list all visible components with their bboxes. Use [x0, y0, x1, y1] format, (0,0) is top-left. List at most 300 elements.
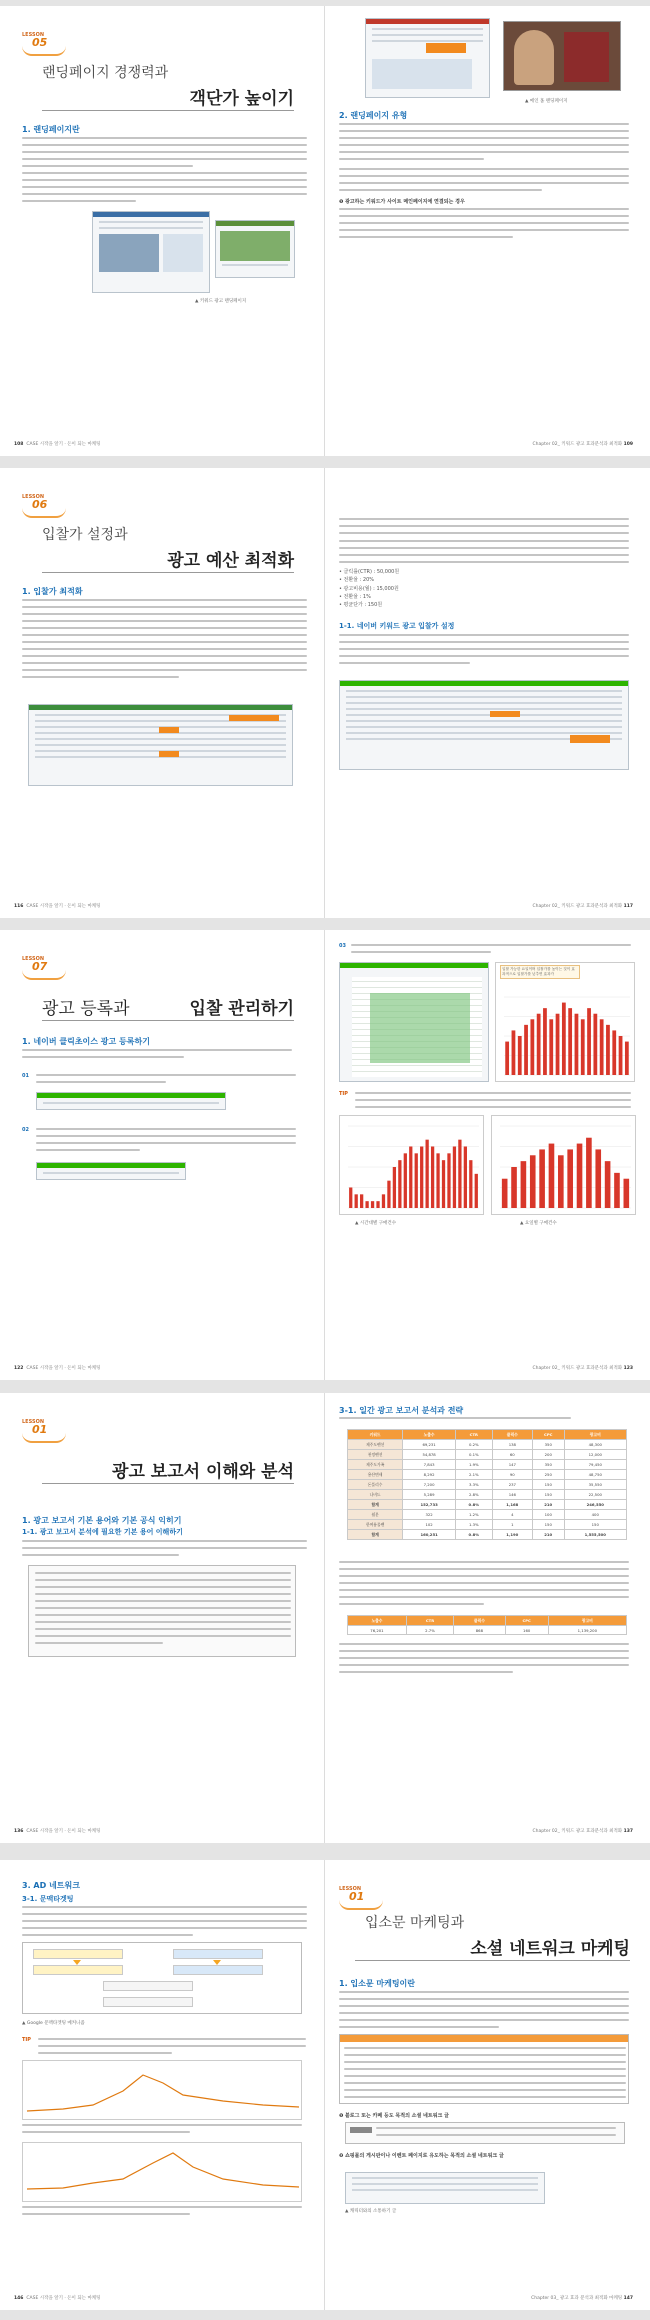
metric-list	[339, 568, 399, 609]
bar-7	[382, 1194, 385, 1208]
table-row	[348, 1490, 627, 1500]
chart-bubble: 입찰 가능한 요일이며 입찰가를 높이는 것이 효과적으로 입찰가를 낮추면 효과가	[500, 965, 580, 979]
bar-13	[415, 1153, 418, 1208]
table-header: 광고비	[564, 1430, 626, 1440]
example-box	[345, 2122, 625, 2144]
page-122	[0, 930, 325, 1380]
bar-2	[512, 1030, 516, 1075]
page-footer	[14, 1828, 101, 1834]
section-heading: 3. AD 네트워크	[22, 1881, 80, 1890]
flow-step	[33, 1965, 123, 1975]
body-text	[339, 208, 629, 243]
title-divider	[355, 1960, 630, 1961]
chapter-number: 06	[32, 498, 48, 511]
bar-8	[549, 1019, 553, 1075]
bar-16	[600, 1019, 604, 1075]
table-cell: 210	[532, 1500, 564, 1510]
footer-text: Chapter 02_ 키워드 광고 효과분석과 최적화	[532, 1366, 623, 1371]
page-116	[0, 468, 325, 918]
metric-item: • 클릭률(CTR) : 50,000원	[339, 569, 400, 575]
table-cell: 35,550	[564, 1480, 626, 1490]
chart-svg	[340, 1116, 485, 1216]
point-heading: ❶ 블로그 또는 카페 등도 목적의 소셜 네트워크 글	[339, 2113, 449, 2119]
section-heading: 1. 랜딩페이지란	[22, 125, 80, 134]
chapter-number: 01	[32, 1423, 48, 1436]
table-header: 노출수	[348, 1616, 407, 1626]
swoosh-decoration	[22, 1433, 66, 1443]
sub-point: ❶ 광고하는 키워드가 사이트 메인페이지에 연결되는 경우	[339, 199, 465, 205]
bar-11	[404, 1153, 407, 1208]
footer-text: Chapter 03_ 광고 효과 분석과 최적화 마케팅	[531, 2296, 623, 2301]
chart-caption: ▲ 시간대별 구매건수	[355, 1221, 397, 1226]
table-cell: 150	[564, 1520, 626, 1530]
table-cell: 합계	[348, 1500, 403, 1510]
table-cell: 250	[532, 1470, 564, 1480]
chapter-title-line1: 입찰가 설정과	[42, 527, 128, 543]
title-divider	[42, 1483, 294, 1484]
subsection-heading: 1-1. 네이버 키워드 광고 입찰가 설정	[339, 622, 455, 630]
social-post-screenshot	[345, 2172, 545, 2204]
bar-13	[614, 1173, 620, 1208]
spread-5	[0, 1860, 650, 2310]
bar-11	[595, 1149, 601, 1208]
table-header: 클릭수	[492, 1430, 532, 1440]
bar-23	[469, 1160, 472, 1208]
table-cell: 1.9%	[455, 1460, 492, 1470]
table-cell: 350	[532, 1460, 564, 1470]
chart-note	[22, 2206, 302, 2220]
spread-3	[0, 930, 650, 1380]
chapter-badge	[22, 32, 68, 58]
table-cell: 210	[532, 1530, 564, 1540]
table-cell: 22,500	[564, 1490, 626, 1500]
spread-2	[0, 468, 650, 918]
bar-8	[567, 1149, 573, 1208]
bar-5	[530, 1019, 534, 1075]
bar-11	[568, 1008, 572, 1075]
bar-16	[431, 1147, 434, 1209]
table-cell: 138	[492, 1440, 532, 1450]
chapter-title-line1: 광고 등록과	[42, 999, 130, 1019]
table-cell: 2.7%	[406, 1626, 453, 1635]
section-heading: 3-1. 일간 광고 보고서 분석과 전략	[339, 1406, 464, 1415]
table-cell: 제주도펜션	[348, 1440, 403, 1450]
chapter-title-line2: 광고 예산 최적화	[167, 551, 294, 571]
section-heading: 1. 광고 보고서 기본 용어와 기본 공식 익히기	[22, 1516, 182, 1525]
bar-21	[458, 1140, 461, 1208]
section-heading: 2. 랜딩페이지 유형	[339, 111, 408, 120]
bar-6	[537, 1014, 541, 1075]
chart-svg	[492, 1116, 637, 1216]
step1-screenshot	[36, 1092, 226, 1110]
table-cell: 나비드	[348, 1490, 403, 1500]
table-header: CPC	[532, 1430, 564, 1440]
glossary-box	[28, 1565, 296, 1657]
table-cell: 월분	[348, 1510, 403, 1520]
naver-bid-screenshot	[339, 680, 629, 770]
table-cell: 1,555,500	[564, 1530, 626, 1540]
table-cell: 돈플리수	[348, 1480, 403, 1490]
table-cell: 1.3%	[455, 1520, 492, 1530]
table-cell: 2.1%	[455, 1470, 492, 1480]
bar-9	[556, 1014, 560, 1075]
title-divider	[42, 1020, 294, 1021]
table-cell: 79,450	[564, 1460, 626, 1470]
bar-12	[409, 1147, 412, 1209]
bar-2	[511, 1167, 517, 1208]
bar-20	[453, 1147, 456, 1209]
bar-9	[393, 1167, 396, 1208]
bar-7	[558, 1155, 564, 1208]
daily-report-table	[347, 1429, 627, 1540]
metric-item: • 평균단가 : 150원	[339, 602, 383, 609]
table-cell: 246,550	[564, 1500, 626, 1510]
table-cell: 90	[492, 1470, 532, 1480]
table-cell: 200	[532, 1450, 564, 1460]
table-cell: 69,231	[403, 1440, 456, 1450]
table-row	[348, 1510, 627, 1520]
footer-text: Chapter 02_ 키워드 광고 효과분석과 최적화	[532, 904, 623, 909]
metric-item: • 광고비용(월) : 15,000원	[339, 585, 399, 592]
table-cell: 237	[492, 1480, 532, 1490]
context-targeting-diagram	[22, 1942, 302, 2014]
table-cell: 7,843	[403, 1460, 456, 1470]
table-cell: 54,878	[403, 1450, 456, 1460]
chapter-title-line1: 랜딩페이지 경쟁력과	[42, 65, 169, 81]
page-footer	[533, 1828, 636, 1834]
body-text	[339, 1417, 629, 1424]
spread-4	[0, 1393, 650, 1843]
chapter-number: 07	[32, 960, 48, 973]
bar-22	[464, 1147, 467, 1209]
page-136	[0, 1393, 325, 1843]
bar-18	[442, 1160, 445, 1208]
metric-item: • 전환율 : 20%	[339, 577, 375, 584]
bar-3	[518, 1036, 522, 1075]
table-cell: 1,168	[492, 1500, 532, 1510]
table-cell: 3.3%	[455, 1480, 492, 1490]
body-text	[339, 634, 629, 669]
table-cell: 1,139,200	[548, 1626, 626, 1635]
bar-9	[577, 1144, 583, 1208]
figure-caption: ▲ 메인 홈 랜딩페이지	[525, 99, 568, 104]
bar-14	[624, 1179, 630, 1208]
table-cell: 합계	[348, 1530, 403, 1540]
chapter-number: 01	[349, 1890, 365, 1903]
bar-24	[475, 1174, 478, 1208]
table-cell: 0.1%	[455, 1450, 492, 1460]
body-text	[339, 1643, 629, 1678]
page-footer	[533, 903, 636, 909]
chapter-title-line2: 객단가 높이기	[189, 89, 294, 109]
table-cell: 48,750	[564, 1470, 626, 1480]
table-cell: 0.8%	[455, 1530, 492, 1540]
table-cell: 용산면새	[348, 1470, 403, 1480]
section-heading: 1. 입찰가 최적화	[22, 587, 83, 596]
table-row	[348, 1470, 627, 1480]
right-bar-chart	[495, 962, 635, 1082]
main-home-screenshot	[365, 18, 490, 98]
page-footer	[531, 2295, 636, 2301]
bar-14	[587, 1008, 591, 1075]
table-row	[348, 1440, 627, 1450]
table-cell: 2.8%	[455, 1490, 492, 1500]
lesson-label: LESSON	[339, 1886, 362, 1892]
page-footer	[14, 903, 101, 909]
tip-text	[355, 1092, 631, 1113]
page-footer	[533, 1365, 636, 1371]
table-cell: 0.8%	[455, 1500, 492, 1510]
table-cell: 12,000	[564, 1450, 626, 1460]
table-cell: 150	[532, 1480, 564, 1490]
body-text	[22, 1540, 307, 1561]
body-text	[36, 1074, 296, 1088]
table-cell: 76,201	[348, 1626, 407, 1635]
summary-table	[347, 1615, 627, 1635]
page-footer	[533, 441, 636, 447]
bar-17	[436, 1153, 439, 1208]
bar-4	[530, 1155, 536, 1208]
table-header: 노출수	[403, 1430, 456, 1440]
bar-5	[539, 1149, 545, 1208]
page-108	[0, 6, 325, 456]
table-cell: 322	[403, 1510, 456, 1520]
lesson-label: LESSON	[22, 956, 45, 962]
table-cell: 0.2%	[455, 1440, 492, 1450]
table-cell: 제주도가족	[348, 1460, 403, 1470]
table-cell: 150	[532, 1520, 564, 1530]
bar-8	[387, 1181, 390, 1208]
table-row	[348, 1520, 627, 1530]
table-header: 클릭수	[454, 1616, 506, 1626]
flow-arrow	[213, 1960, 221, 1965]
page-footer	[14, 441, 101, 447]
step-number: 02	[22, 1127, 29, 1133]
chapter-badge	[22, 494, 68, 520]
page-number: 147	[623, 2296, 633, 2301]
bar-19	[447, 1153, 450, 1208]
body-text	[339, 1991, 629, 2033]
footer-text: CASE 시작을 알기 · 돈이 되는 마케팅	[26, 1366, 101, 1371]
figure-caption: ▲ 캐릭터와의 소통하기 글	[345, 2209, 397, 2214]
table-cell: 147	[492, 1460, 532, 1470]
flow-step	[173, 1965, 263, 1975]
page-number: 117	[623, 904, 633, 909]
footer-text: CASE 시작을 알기 · 돈이 되는 마케팅	[26, 1829, 101, 1834]
flow-step	[33, 1949, 123, 1959]
step-number: 01	[22, 1073, 29, 1079]
tip-text	[38, 2038, 306, 2059]
bar-13	[581, 1019, 585, 1075]
section-heading: 1. 입소문 마케팅이란	[339, 1979, 415, 1988]
title-divider	[42, 572, 294, 573]
table-cell: 150	[532, 1490, 564, 1500]
page-117	[325, 468, 650, 918]
landing-screenshot-2	[215, 220, 295, 278]
body-text	[22, 137, 307, 207]
bar-15	[426, 1140, 429, 1208]
bar-1	[505, 1042, 509, 1075]
flow-step	[103, 1997, 193, 2007]
page-number: 109	[623, 442, 633, 447]
bar-3	[360, 1194, 363, 1208]
bar-20	[625, 1042, 629, 1075]
table-row	[348, 1480, 627, 1490]
trend-chart-1	[22, 2060, 302, 2120]
page-123	[325, 930, 650, 1380]
bar-3	[521, 1161, 527, 1208]
chart-note	[22, 2124, 302, 2138]
chapter-badge	[339, 1886, 385, 1912]
table-header: 키워드	[348, 1430, 403, 1440]
tip-label: TIP	[22, 2037, 31, 2043]
table-cell: 102	[403, 1520, 456, 1530]
table-cell: 400	[564, 1510, 626, 1520]
body-text	[351, 944, 631, 958]
page-146	[0, 1860, 325, 2310]
table-cell: 한여름물펜	[348, 1520, 403, 1530]
bar-12	[605, 1161, 611, 1208]
table-row	[348, 1450, 627, 1460]
bar-5	[371, 1201, 374, 1208]
footer-text: CASE 시작을 알기 · 돈이 되는 마케팅	[26, 2296, 101, 2301]
table-header: CPC	[505, 1616, 548, 1626]
trend-chart-2	[22, 2142, 302, 2202]
body-text	[36, 1128, 296, 1156]
swoosh-decoration	[22, 970, 66, 980]
bid-setting-screenshot	[28, 704, 293, 786]
bar-14	[420, 1147, 423, 1209]
bar-6	[549, 1144, 555, 1208]
table-row	[348, 1500, 627, 1510]
page-footer	[14, 1365, 101, 1371]
landing-screenshot-1	[92, 211, 210, 293]
weekday-bar-chart	[491, 1115, 636, 1215]
bar-1	[349, 1188, 352, 1209]
chapter-badge	[22, 1419, 68, 1445]
page-number: 116	[14, 904, 24, 909]
page-number: 122	[14, 1366, 24, 1371]
chart-caption: ▲ 요일별 구매건수	[520, 1221, 557, 1226]
metric-item: • 전환율 : 1%	[339, 593, 371, 600]
bar-4	[365, 1201, 368, 1208]
table-cell: 1	[492, 1520, 532, 1530]
point-heading: ❷ 쇼핑몰의 게시판이나 이벤트 페이지로 유도하는 목적의 소셜 네트워크 글	[339, 2153, 504, 2159]
bar-4	[524, 1025, 528, 1075]
chart-svg	[496, 963, 636, 1083]
page-number: 137	[623, 1829, 633, 1834]
page-109	[325, 6, 650, 456]
chapter-badge	[22, 956, 68, 982]
product-photo	[503, 21, 621, 91]
swoosh-decoration	[22, 46, 66, 56]
section-heading: 1. 네이버 클릭초이스 광고 등록하기	[22, 1037, 150, 1046]
table-cell: 146	[492, 1490, 532, 1500]
bar-12	[575, 1014, 579, 1075]
footer-text: Chapter 02_ 키워드 광고 효과분석과 최적화	[532, 442, 623, 447]
table-cell: 350	[532, 1440, 564, 1450]
swoosh-decoration	[22, 508, 66, 518]
title-divider	[42, 110, 294, 111]
swoosh-decoration	[339, 1900, 383, 1910]
body-text	[22, 1049, 292, 1063]
flow-step	[173, 1949, 263, 1959]
bar-19	[619, 1036, 623, 1075]
lesson-label: LESSON	[22, 32, 45, 38]
table-cell: 100	[532, 1510, 564, 1520]
table-cell: 7,200	[403, 1480, 456, 1490]
diagram-caption: ▲ Google 문맥타겟팅 메커니즘	[22, 2021, 85, 2026]
bar-10	[586, 1138, 592, 1208]
spread-1	[0, 6, 650, 456]
body-text	[339, 123, 629, 196]
bar-2	[355, 1194, 358, 1208]
lesson-label: LESSON	[22, 494, 45, 500]
bar-10	[562, 1003, 566, 1075]
chapter-title: 광고 보고서 이해와 분석	[112, 1462, 294, 1482]
flow-step	[103, 1981, 193, 1991]
table-row	[348, 1460, 627, 1470]
footer-text: CASE 시작을 알기 · 돈이 되는 마케팅	[26, 442, 101, 447]
page-number: 123	[623, 1366, 633, 1371]
body-text	[339, 1561, 629, 1610]
chapter-title-line2: 소셜 네트워크 마케팅	[470, 1939, 630, 1959]
chapter-number: 05	[32, 36, 48, 49]
table-header: CTR	[455, 1430, 492, 1440]
bar-10	[398, 1160, 401, 1208]
table-row	[348, 1530, 627, 1540]
body-text	[22, 599, 307, 683]
bar-17	[606, 1025, 610, 1075]
table-cell: 48,300	[564, 1440, 626, 1450]
table-cell: 5,289	[403, 1490, 456, 1500]
subsection-heading: 1-1. 광고 보고서 분석에 필요한 기본 용어 이해하기	[22, 1528, 183, 1536]
body-text	[22, 1906, 307, 1941]
table-header: 광고비	[548, 1616, 626, 1626]
figure-caption: ▲ 키워드 광고 랜딩페이지	[195, 299, 247, 304]
step2-screenshot	[36, 1162, 186, 1180]
table-cell: 4	[492, 1510, 532, 1520]
table-cell: 160	[505, 1626, 548, 1635]
footer-text: CASE 시작을 알기 · 돈이 되는 마케팅	[26, 904, 101, 909]
trend-line	[23, 2061, 303, 2121]
schedule-grid-screenshot	[339, 962, 489, 1082]
flow-arrow	[73, 1960, 81, 1965]
table-cell: 60	[492, 1450, 532, 1460]
table-cell: 8,292	[403, 1470, 456, 1480]
table-cell: 160,251	[403, 1530, 456, 1540]
bar-15	[593, 1014, 597, 1075]
page-137	[325, 1393, 650, 1843]
page-147	[325, 1860, 650, 2310]
table-header: CTR	[406, 1616, 453, 1626]
table-cell: 152,733	[403, 1500, 456, 1510]
table-cell: 1,190	[492, 1530, 532, 1540]
table-cell: 868	[454, 1626, 506, 1635]
subsection-heading: 3-1. 문맥타겟팅	[22, 1895, 74, 1903]
marketing-table	[339, 2034, 629, 2104]
step-number: 03	[339, 943, 346, 949]
page-number: 136	[14, 1829, 24, 1834]
tip-label: TIP	[339, 1091, 348, 1097]
hourly-bar-chart	[339, 1115, 484, 1215]
bar-6	[376, 1201, 379, 1208]
body-text	[339, 518, 629, 568]
page-footer	[14, 2295, 101, 2301]
table-cell: 천정펜션	[348, 1450, 403, 1460]
bar-1	[502, 1179, 508, 1208]
page-number: 108	[14, 442, 24, 447]
